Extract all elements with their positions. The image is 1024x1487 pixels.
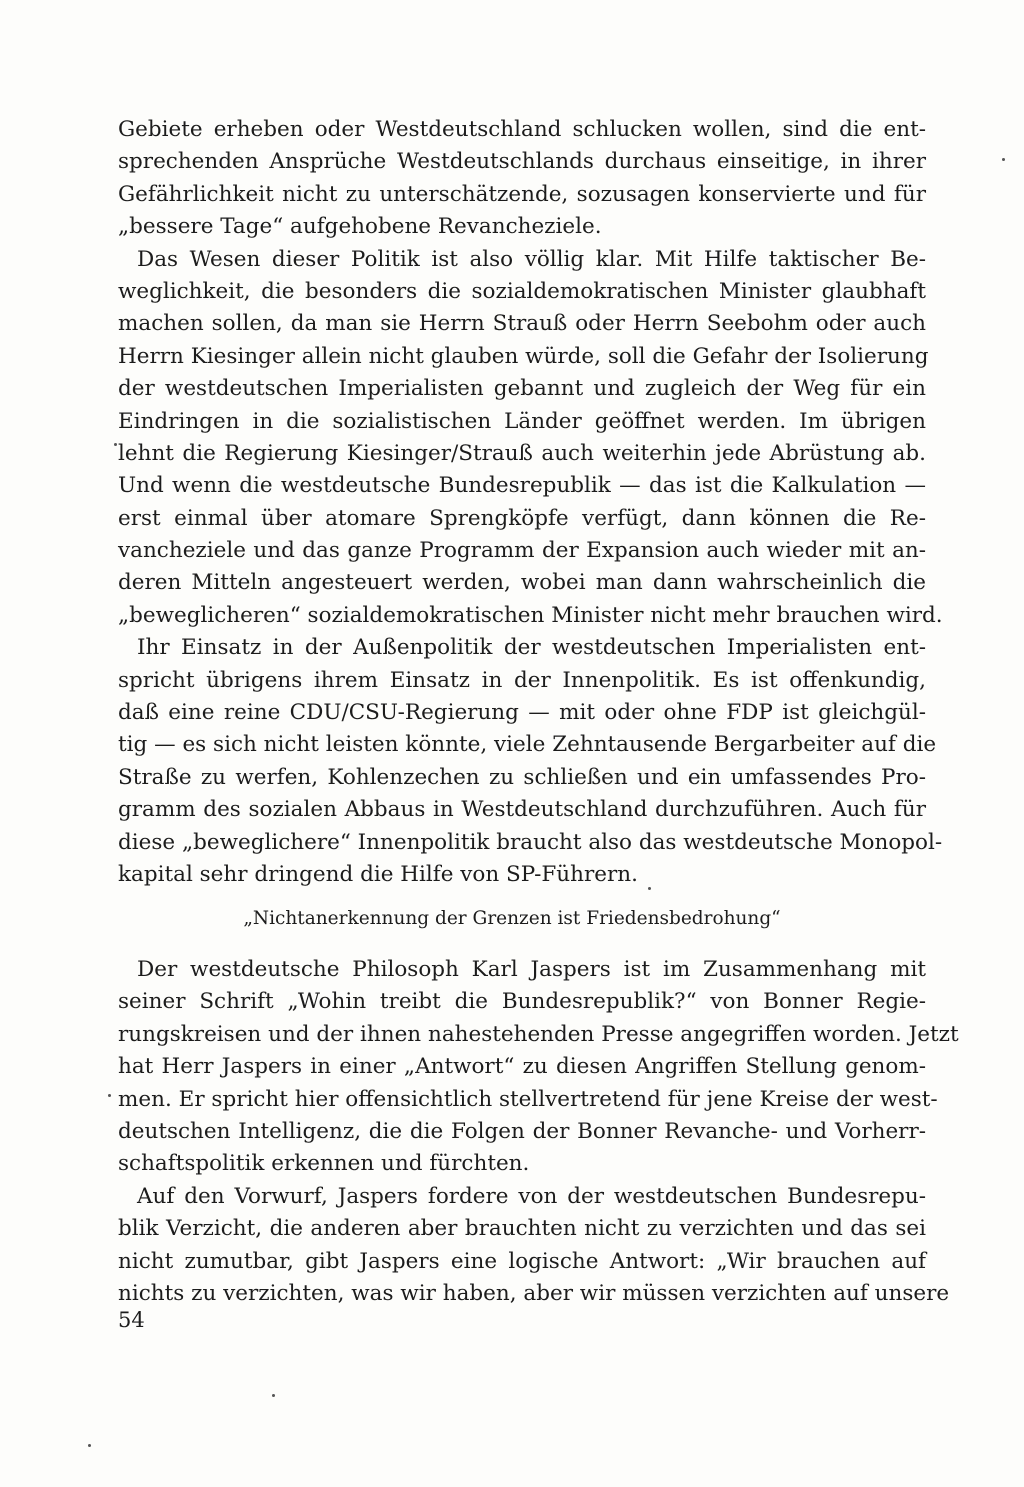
text-line: Eindringen in die sozialistischen Länder geöffnet werden. Im übrigen (118, 408, 926, 434)
paragraph (118, 632, 943, 891)
scan-speck (88, 1444, 91, 1447)
text-line: Auf den Vorwurf, Jaspers fordere von der westdeutschen Bundesrepu- (137, 1183, 926, 1209)
text-line: kapital sehr dringend die Hilfe von SP-Führern. (118, 861, 638, 887)
text-line: nichts zu verzichten, was wir haben, aber wir müssen verzichten auf unsere (118, 1280, 950, 1306)
text-line: tig — es sich nicht leisten könnte, viele Zehntausende Bergarbeiter auf die (118, 732, 937, 758)
text-line: erst einmal über atomare Sprengköpfe verfügt, dann können die Re- (118, 505, 926, 531)
text-line: diese „beweglichere“ Innenpolitik braucht also das westdeutsche Monopol- (118, 829, 943, 855)
text-line: rungskreisen und der ihnen nahestehenden Presse angegriffen worden. Jetzt (118, 1021, 959, 1047)
scan-speck (648, 887, 651, 890)
text-line: Ihr Einsatz in der Außenpolitik der westdeutschen Imperialisten ent- (137, 635, 926, 661)
text-line: seiner Schrift „Wohin treibt die Bundesrepublik?“ von Bonner Regie- (118, 989, 926, 1015)
text-line: machen sollen, da man sie Herrn Strauß oder Herrn Seebohm oder auch (118, 311, 926, 337)
section-heading: „Nichtanerkennung der Grenzen ist Friedensbedrohung“ (243, 908, 781, 929)
text-line: men. Er spricht hier offensichtlich stellvertretend für jene Kreise der west- (118, 1086, 938, 1112)
text-line: deren Mitteln angesteuert werden, wobei man dann wahrscheinlich die (118, 570, 926, 596)
text-line: der westdeutschen Imperialisten gebannt und zugleich der Weg für ein (118, 376, 926, 402)
text-line: weglichkeit, die besonders die sozialdemokratischen Minister glaubhaft (118, 278, 926, 304)
scan-speck (272, 1394, 275, 1397)
text-line: gramm des sozialen Abbaus in Westdeutschland durchzuführen. Auch für (118, 797, 926, 823)
text-line: daß eine reine CDU/CSU-Regierung — mit oder ohne FDP ist gleichgül- (118, 700, 926, 726)
text-line: lehnt die Regierung Kiesinger/Strauß auch weiterhin jede Abrüstung ab. (118, 440, 926, 466)
text-line: Straße zu werfen, Kohlenzechen zu schließen und ein umfassendes Pro- (118, 764, 926, 790)
text-line: schaftspolitik erkennen und fürchten. (118, 1151, 530, 1177)
text-line: Herrn Kiesinger allein nicht glauben würde, soll die Gefahr der Isolierung (118, 343, 929, 369)
text-line: „bessere Tage“ aufgehobene Revancheziele. (118, 214, 602, 240)
text-line: nicht zumutbar, gibt Jaspers eine logische Antwort: „Wir brauchen auf (118, 1248, 926, 1274)
text-line: blik Verzicht, die anderen aber brauchten nicht zu verzichten und das sei (118, 1216, 926, 1242)
text-line: deutschen Intelligenz, die die Folgen der Bonner Revanche- und Vorherr- (118, 1118, 926, 1144)
text-line: Gefährlichkeit nicht zu unterschätzende, sozusagen konservierte und für (118, 181, 926, 207)
text-line: Und wenn die westdeutsche Bundesrepublik — das ist die Kalkulation — (118, 473, 926, 499)
text-line: Gebiete erheben oder Westdeutschland schlucken wollen, sind die ent- (118, 117, 926, 142)
paragraph (118, 1181, 950, 1311)
paragraph (118, 114, 926, 244)
paragraph (118, 954, 959, 1181)
text-line: vancheziele und das ganze Programm der Expansion auch wieder mit an- (118, 538, 926, 564)
text-line: hat Herr Jaspers in einer „Antwort“ zu diesen Angriffen Stellung genom- (118, 1054, 926, 1080)
scan-speck (108, 1094, 111, 1097)
page-number: 54 (118, 1308, 145, 1332)
text-line: spricht übrigens ihrem Einsatz in der Innenpolitik. Es ist offenkundig, (118, 667, 926, 693)
text-line: Das Wesen dieser Politik ist also völlig klar. Mit Hilfe taktischer Be- (137, 246, 926, 272)
paragraph (118, 244, 943, 633)
body-text-top (118, 114, 943, 891)
scan-speck (1002, 158, 1005, 161)
body-text-bottom (118, 954, 959, 1310)
text-line: sprechenden Ansprüche Westdeutschlands durchaus einseitige, in ihrer (118, 149, 926, 175)
scan-speck (114, 443, 117, 446)
text-line: „beweglicheren“ sozialdemokratischen Minister nicht mehr brauchen wird. (118, 602, 943, 628)
text-line: Der westdeutsche Philosoph Karl Jaspers ist im Zusammenhang mit (137, 957, 926, 982)
